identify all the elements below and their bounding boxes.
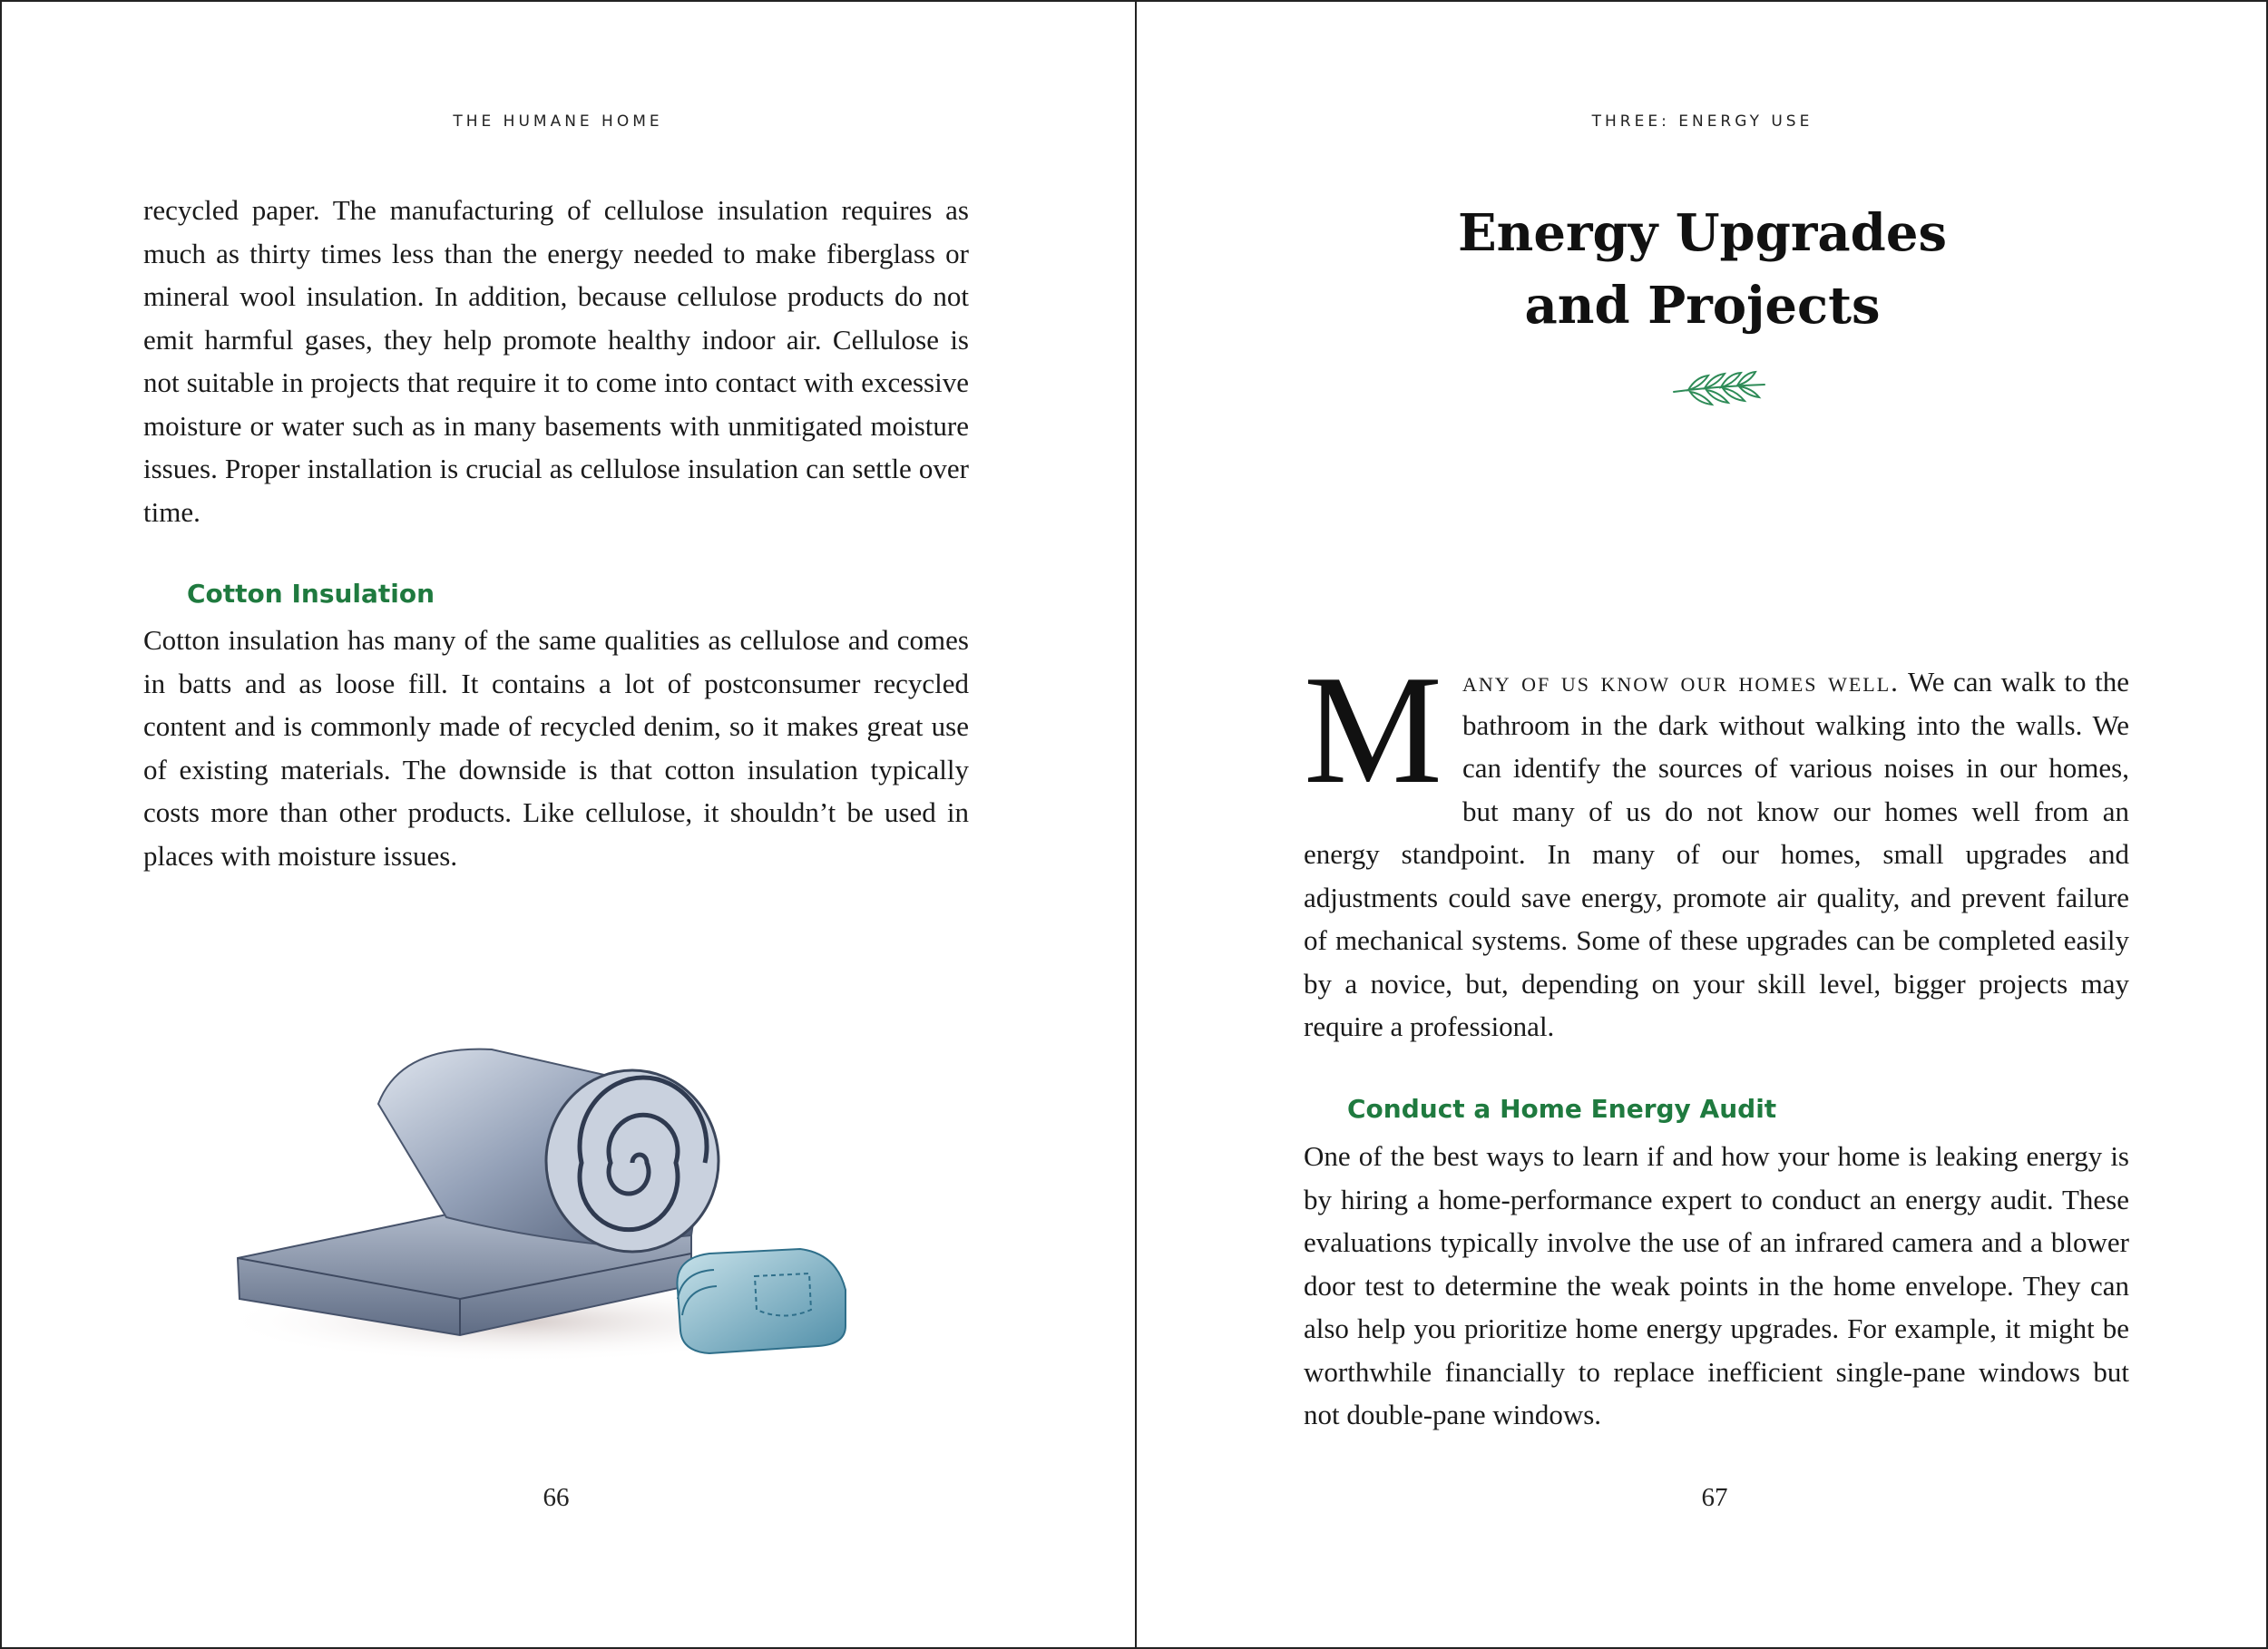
right-paragraph-1 xyxy=(1304,644,2129,1049)
left-paragraph-2-text: Cotton insulation has many of the same qualities as cellulose and comes in batts and as loose fill. It contains a lot of postconsumer recycled content and is commonly made of recycled denim, so it makes great use of existing materials. The downside is that cotton insulation typically costs more than other products. Like cellulose, it shouldn’t be used in places with moisture issues. xyxy=(143,624,969,872)
insulation-roll-and-denim-illustration xyxy=(220,1027,909,1390)
page-number-left: 66 xyxy=(543,1483,570,1512)
right-paragraph-2 xyxy=(1304,1135,2129,1437)
chapter-title-line-2: and Projects xyxy=(1524,276,1881,336)
left-paragraph-1-text: recycled paper. The manufacturing of cellulose insulation requires as much as thirty times less than the energy needed to make fiberglass or mineral wool insulation. In addition, because cellulose products do not emit harmful gases, they help promote healthy indoor air. Cellulose is not suitable in projects that require it to come into contact with excessive moisture or water such as in many basements with unmitigated moisture issues. Proper installation is crucial as cellulose insulation can settle over time. xyxy=(143,194,969,528)
right-paragraph-2-text: One of the best ways to learn if and how your home is leaking energy is by hiring a home-performance expert to conduct an energy audit. These evaluations typically involve the use of an infrared camera and a blower door test to determine the weak points in the home envelope. They can also help you prioritize home energy upgrades. For example, it might be worthwhile financially to replace inefficient single-pane windows but not double-pane windows. xyxy=(1304,1140,2129,1430)
left-paragraph-1 xyxy=(143,189,969,533)
running-head-left: THE HUMANE HOME xyxy=(453,112,663,131)
left-paragraph-2 xyxy=(143,619,969,877)
drop-cap: M xyxy=(1304,644,1442,816)
lead-in-smallcaps: any of us know our homes well. xyxy=(1461,666,1900,698)
right-paragraph-1-text xyxy=(1304,644,2129,1049)
subheading-home-energy-audit: Conduct a Home Energy Audit xyxy=(1347,1094,1777,1124)
running-head-right: THREE: ENERGY USE xyxy=(1591,112,1813,131)
chapter-title-line-1: Energy Upgrades xyxy=(1458,203,1947,263)
subheading-cotton-insulation: Cotton Insulation xyxy=(187,579,435,609)
chapter-title xyxy=(1137,197,2268,342)
right-page xyxy=(1137,2,2268,1647)
left-page xyxy=(2,2,1135,1647)
right-paragraph-1-body: We can walk to the bathroom in the dark without walking into the walls. We can identify the sources of various noises in our homes, but many of us do not know our homes well from an energy standpoint. In many of our homes, small upgrades and adjustments could save energy, promote air quality, and prevent failure of mechanical systems. Some of these upgrades can be completed easily by a novice, but, depending on your skill level, bigger projects may require a professional. xyxy=(1304,666,2129,1042)
leaf-sprig-ornament xyxy=(1670,365,1770,410)
page-number-right: 67 xyxy=(1701,1483,1728,1512)
